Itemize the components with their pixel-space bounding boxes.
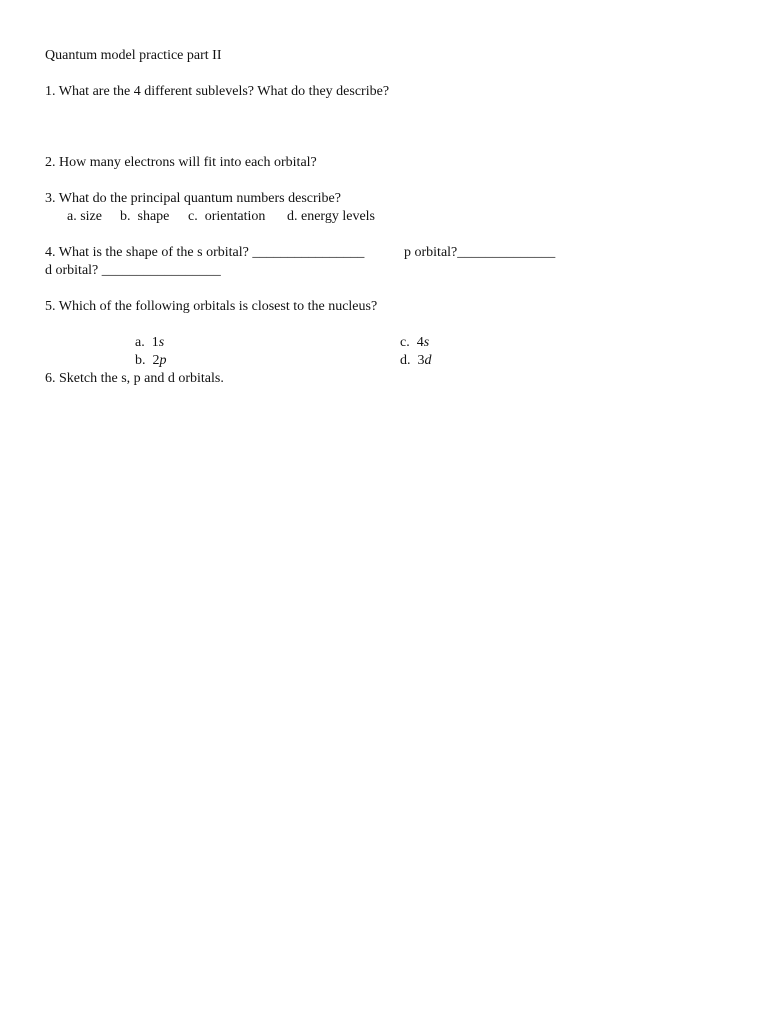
q5-option-a-number: 1	[151, 335, 159, 350]
q5-option-d-letter: d.	[400, 353, 411, 368]
q5-option-c-letter: c.	[400, 335, 410, 350]
q5-option-c-number: 4	[416, 335, 424, 350]
question-1: 1. What are the 4 different sublevels? What do they describe?	[45, 84, 390, 99]
q3-option-d: d. energy levels	[287, 209, 375, 224]
q5-option-a-letter: a.	[135, 335, 145, 350]
q5-option-d-number: 3	[417, 353, 425, 368]
question-4-d-orbital: d orbital? _________________	[45, 263, 221, 278]
q3-option-a: a. size	[67, 209, 102, 224]
question-5: 5. Which of the following orbitals is closest to the nucleus?	[45, 299, 378, 314]
question-4-p-orbital: p orbital?______________	[404, 245, 556, 260]
q5-option-b-number: 2	[152, 353, 160, 368]
q5-option-c-sublevel: s	[423, 335, 430, 350]
worksheet-title: Quantum model practice part II	[45, 48, 222, 63]
q5-option-b-letter: b.	[135, 353, 146, 368]
question-3: 3. What do the principal quantum numbers describe?	[45, 191, 341, 206]
question-2: 2. How many electrons will fit into each orbital?	[45, 155, 317, 170]
q3-option-c: c. orientation	[188, 209, 266, 224]
question-4-s-orbital: 4. What is the shape of the s orbital? ________________	[45, 245, 365, 260]
q5-option-a-sublevel: s	[158, 335, 165, 350]
q5-option-b-sublevel: p	[159, 353, 167, 368]
question-6: 6. Sketch the s, p and d orbitals.	[45, 371, 224, 386]
q3-option-b: b. shape	[120, 209, 170, 224]
q5-option-d-sublevel: d	[424, 353, 432, 368]
q5-option-d	[386, 334, 432, 388]
